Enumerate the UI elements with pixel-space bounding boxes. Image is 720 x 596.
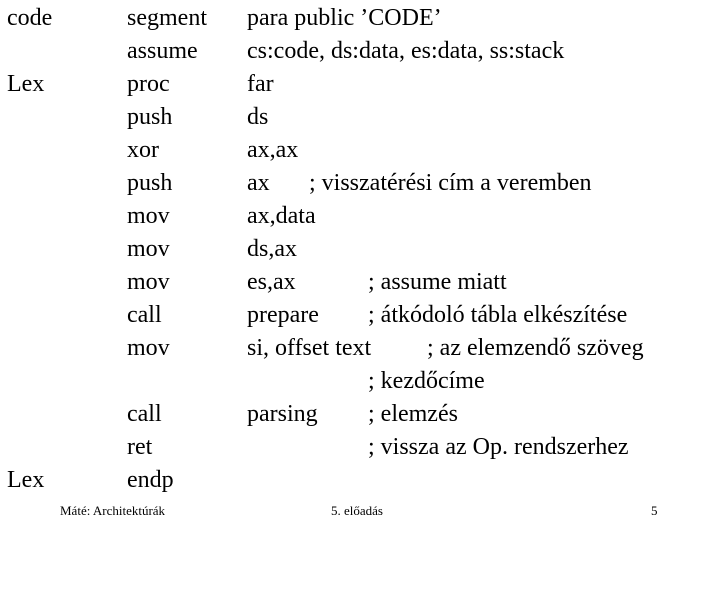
code-operand: ds (247, 104, 269, 130)
code-line-7 (0, 200, 720, 233)
code-line-6 (0, 167, 720, 200)
code-line-2 (0, 35, 720, 68)
code-mnemonic: ret (127, 434, 153, 460)
code-mnemonic: assume (127, 38, 198, 64)
code-line-12 (0, 365, 720, 398)
footer-lecture: 5. előadás (331, 503, 383, 518)
code-operand: cs:code, ds:data, es:data, ss:stack (247, 38, 565, 64)
code-line-3 (0, 68, 720, 101)
code-line-11 (0, 332, 720, 365)
code-mnemonic: proc (127, 71, 170, 97)
code-comment: ; átkódoló tábla elkészítése (368, 302, 628, 328)
code-line-15 (0, 464, 720, 497)
code-mnemonic: call (127, 401, 162, 427)
code-comment: ; az elemzendő szöveg (427, 335, 644, 361)
code-line-14 (0, 431, 720, 464)
code-line-10 (0, 299, 720, 332)
code-mnemonic: mov (127, 203, 170, 229)
code-mnemonic: push (127, 170, 173, 196)
code-operand: prepare (247, 302, 319, 328)
code-mnemonic: mov (127, 335, 170, 361)
code-mnemonic: push (127, 104, 173, 130)
code-label: Lex (7, 467, 45, 493)
code-comment: ; kezdőcíme (368, 368, 485, 394)
code-mnemonic: mov (127, 269, 170, 295)
code-label: Lex (7, 71, 45, 97)
code-line-8 (0, 233, 720, 266)
code-mnemonic: mov (127, 236, 170, 262)
code-operand: ds,ax (247, 236, 297, 262)
code-line-5 (0, 134, 720, 167)
code-mnemonic: segment (127, 5, 207, 31)
code-mnemonic: endp (127, 467, 174, 493)
code-operand: far (247, 71, 274, 97)
code-mnemonic: xor (127, 137, 159, 163)
footer-author: Máté: Architektúrák (60, 503, 166, 518)
code-mnemonic: call (127, 302, 162, 328)
code-operand: ax,ax (247, 137, 299, 163)
code-operand: ax,data (247, 203, 316, 229)
code-operand: para public ’CODE’ (247, 5, 442, 31)
code-operand: ax (247, 170, 270, 196)
code-operand: si, offset text (247, 335, 372, 361)
code-line-9 (0, 266, 720, 299)
code-comment: ; vissza az Op. rendszerhez (368, 434, 629, 460)
code-label: code (7, 5, 53, 31)
code-operand: parsing (247, 401, 318, 427)
code-comment: ; visszatérési cím a veremben (309, 170, 592, 196)
code-line-13 (0, 398, 720, 431)
code-comment: ; assume miatt (368, 269, 507, 295)
code-line-4 (0, 101, 720, 134)
footer-page-number: 5 (651, 503, 658, 518)
code-line-1 (0, 2, 720, 35)
code-operand: es,ax (247, 269, 296, 295)
code-comment: ; elemzés (368, 401, 458, 427)
